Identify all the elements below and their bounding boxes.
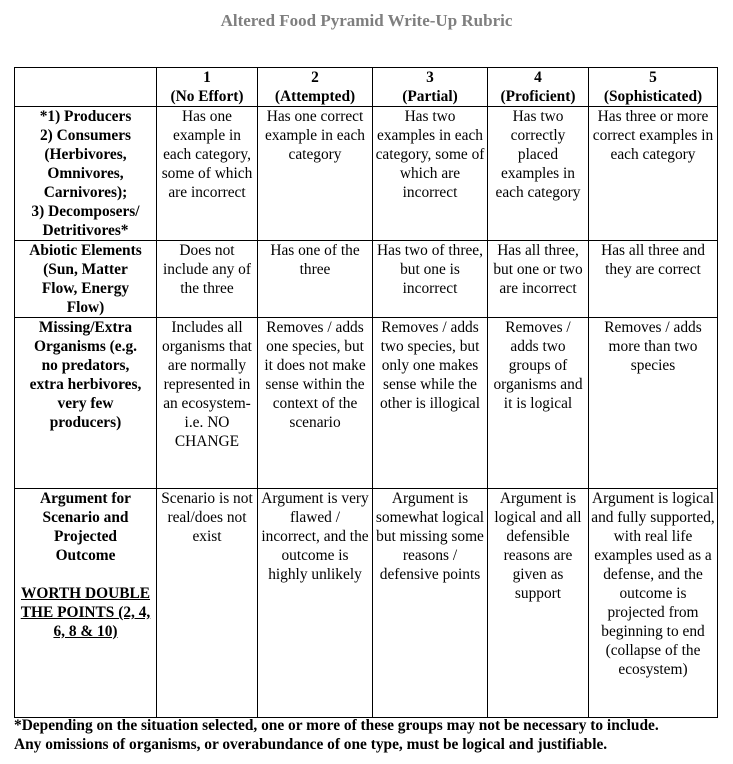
worth-double-note: WORTH DOUBLE THE POINTS (2, 4, 6, 8 & 10) [20,585,151,640]
footnote-line: *Depending on the situation selected, one or more of these groups may not be necessary to include. [14,717,659,734]
rubric-cell: Has one example in each category, some of which are incorrect [157,107,258,241]
row-header-missing-extra-organisms: Missing/Extra Organisms (e.g. no predators, extra herbivores, very few producers) [15,318,157,489]
rubric-cell: Does not include any of the three [157,241,258,318]
rubric-cell: Has two correctly placed examples in each category [488,107,589,241]
row-header-producers-consumers: *1) Producers 2) Consumers (Herbivores, Omnivores, Carnivores); 3) Decomposers/ Detritivores* [15,107,157,241]
table-row [15,489,718,718]
rubric-cell: Argument is somewhat logical but missing some reasons / defensive points [373,489,488,718]
column-header-3: 3 (Partial) [373,68,488,107]
rubric-cell: Argument is very flawed / incorrect, and the outcome is highly unlikely [258,489,373,718]
rubric-cell: Has three or more correct examples in each category [589,107,718,241]
rubric-cell: Has one correct example in each category [258,107,373,241]
corner-cell [15,68,157,107]
rubric-cell: Includes all organisms that are normally represented in an ecosystem- i.e. NO CHANGE [157,318,258,489]
table-row [15,241,718,318]
rubric-cell: Argument is logical and fully supported, with real life examples used as a defense, and the outcome is projected from beginning to end (collapse of the ecosystem) [589,489,718,718]
rubric-cell: Removes / adds two groups of organisms and it is logical [488,318,589,489]
rubric-cell: Has one of the three [258,241,373,318]
rubric-cell: Removes / adds two species, but only one makes sense while the other is illogical [373,318,488,489]
rubric-cell: Removes / adds one species, but it does not make sense within the context of the scenario [258,318,373,489]
rubric-cell: Argument is logical and all defensible reasons are given as support [488,489,589,718]
footnote [14,716,729,754]
table-row [15,318,718,489]
column-header-4: 4 (Proficient) [488,68,589,107]
row-header-argument: Argument for Scenario and Projected Outcome WORTH DOUBLE THE POINTS (2, 4, 6, 8 & 10) [15,489,157,718]
column-header-1: 1 (No Effort) [157,68,258,107]
header-row [15,68,718,107]
rubric-cell: Has all three, but one or two are incorrect [488,241,589,318]
footnote-line: Any omissions of organisms, or overabundance of one type, must be logical and justifiable. [14,736,608,753]
page-title: Altered Food Pyramid Write-Up Rubric [220,11,513,30]
row-header-abiotic-elements: Abiotic Elements (Sun, Matter Flow, Energy Flow) [15,241,157,318]
rubric-table [14,67,718,718]
column-header-5: 5 (Sophisticated) [589,68,718,107]
table-row [15,107,718,241]
rubric-cell: Has all three and they are correct [589,241,718,318]
column-header-2: 2 (Attempted) [258,68,373,107]
rubric-cell: Removes / adds more than two species [589,318,718,489]
rubric-cell: Has two examples in each category, some of which are incorrect [373,107,488,241]
rubric-cell: Scenario is not real/does not exist [157,489,258,718]
rubric-cell: Has two of three, but one is incorrect [373,241,488,318]
